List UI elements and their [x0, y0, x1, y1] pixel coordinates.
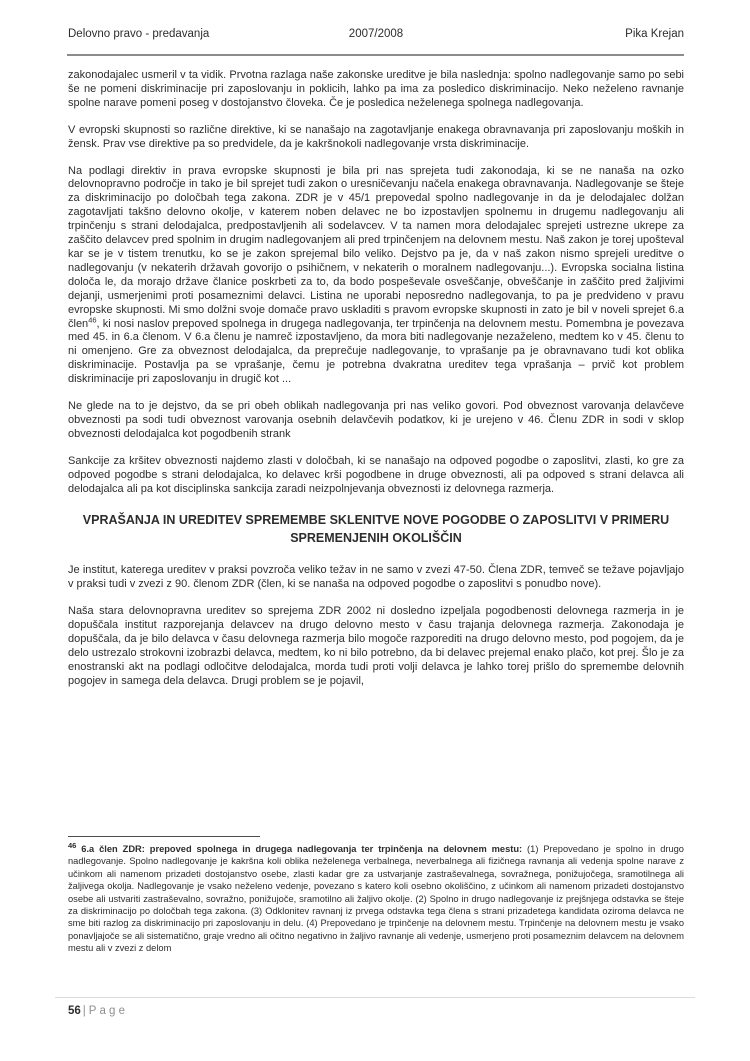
header-author: Pika Krejan — [625, 28, 684, 40]
page-header — [68, 28, 684, 40]
paragraph: Je institut, katerega ureditev v praksi povzroča veliko težav in ne samo v zvezi 47-50. Člena ZDR, temveč se težave pojavljajo v praksi tudi v zvezi z 90. členom ZDR (člen, ki se nanaša na odpoved pogodbe o zaposlitvi s ponudbo nove). — [68, 564, 684, 591]
header-course-title: Delovno pravo - predavanja — [68, 28, 210, 40]
footer-separator: | — [82, 1005, 86, 1017]
page-label: P a g e — [88, 1005, 126, 1017]
footnote-marker: 46 — [68, 840, 77, 850]
page-number: 56 — [68, 1005, 81, 1017]
footnote-reference: 46 — [88, 314, 97, 324]
paragraph: Ne glede na to je dejstvo, da se pri obeh oblikah nadlegovanja pri nas veliko govori. Pod obveznost varovanja delavčeve obveznosti pa sodi tudi obveznost varovanja osebnih delavčevih podatkov, ki je urejeno v 46. Členu ZDR in sodi v sklop obveznosti delodajalca kot pogodbenih strank — [68, 400, 684, 440]
footer-divider — [55, 997, 695, 998]
paragraph: Naša stara delovnopravna ureditev so sprejema ZDR 2002 ni dosledno izpeljala pogodbenosti delovnega razmerja in je dopuščala institut razporejanja delavcev na drugo delovno mesto v času trajanja delovnega razmerja. Zakonodaja je dopuščala, da je bilo delavca v času delovnega razmerja bilo mogoče razporediti na drugo delovno mesto, pod pogojem, da je delo ustrezalo strokovni izobrazbi delavca, medtem, ko ni bilo potrebno, da bi delavec prejemal enako plačo, kot prej. Šlo je za enostranski akt na podlagi odločitve delodajalca, morda tudi proti volji delavca je lahko torej prišlo do spremembe delovnih pogojev in samega dela delavca. Drugi problem se je pojavil, — [68, 605, 684, 687]
header-divider — [67, 54, 684, 56]
section-heading: VPRAŠANJA IN UREDITEV SPREMEMBE SKLENITVE NOVE POGODBE O ZAPOSLITVI V PRIMERU SPREMENJENIH OKOLIŠČIN — [82, 513, 670, 546]
paragraph: Na podlagi direktiv in prava evropske skupnosti je bila pri nas sprejeta tudi zakonodaja, ki se ne nanaša na ozko delovnopravno področje in tako je bil sprejet tudi zakon o uresničevanju načela enakega obravnavanja. Nadlegovanje se šteje za diskriminacijo po določbah tega zakona. ZDR je v 45/1 prepovedal spolno nadlegovanje in da je delodajalec dolžan zagotavljati takšno delovno okolje, v katerem noben delavec ne bo izpostavljen spolnemu in drugemu nadlegovanju ali trpinčenju s strani delodajalca, predpostavljenih ali sodelavcev. V ta namen mora delodajalec sprejeti ustrezne ukrepe za zaščito delavcev pred spolnim in drugim nadlegovanjem ali pred trpinčenjem na delovnem mestu. Naš zakon je torej upošteval kar se je v tistem trenutku, ko se je zakon sprejemal bilo veliko. Dejstvo pa je, da v naš zakon nismo sprejeli ureditve o nadlegovanju (v nekaterih državah govorijo o psihičnem, v nekaterih o moralnem nadlegovanju...). Evropska socialna listina določa le, da morajo države članice poskrbeti za to, da bodo pospeševale osveščanje, obveščanje in zaščito pred žaljivimi dejanji, usmerjenimi proti posameznimi delavci. Listina ne uporabi neposredno nadlegovanja, to pa je predvideno v pravu evropske skupnosti. Mi smo dolžni svoje domače pravo uskladiti s pravom evropske skupnosti in zato je bil v noveli sprejet 6.a člen$^{46}$, ki nosi naslov prepoved spolnega in drugega nadlegovanja, ter trpinčenja na delovnem mestu. Pomembna je povezava med 45. in 6.a členom. V 6.a členu je namreč izpostavljeno, da mora biti nadlegovanje nezaželeno, medtem ko v 45. členu to ni omenjeno. Gre za obveznost delodajalca, da preprečuje nadlegovanje, to vprašanje pa je obravnavano tudi kot oblika diskriminacije. Postavlja pa se vprašanje, čemu je potrebna dvakratna ureditev tega vprašanja – prvič kot problem diskriminacije pri zaposlovanju in drugič kot ... — [68, 164, 684, 386]
paragraph: zakonodajalec usmeril v ta vidik. Prvotna razlaga naše zakonske ureditve je bila naslednja: spolno nadlegovanje samo po sebi še ne pomeni diskriminacije pri zaposlovanju in poklicih, lahko pa ima za posledico diskriminacijo. Neko neželeno ravnanje spolne narave pomeni poseg v dostojanstvo človeka. Če je posledica neželenega spolnega nadlegovanja. — [68, 69, 684, 109]
footnote-text: $^{46}$ 6.a člen ZDR: prepoved spolnega in drugega nadlegovanja ter trpinčenja na delovnem mestu: (1) Prepovedano je spolno in drugo nadlegovanje. Spolno nadlegovanje je kakršna koli oblika neželenega verbalnega, neverbalnega ali fizičnega ravnanja ali vedenja spolne narave z učinkom ali namenom prizadeti dostojanstvo osebe, zlasti kadar gre za ustvarjanje zastraševalnega, sovražnega, ponižujočega, sramotilnega ali žaljivega okolja. Nadlegovanje je vsako neželeno vedenje, povezano s katero koli osebno okoliščino, z učinkom ali namenom prizadeti dostojanstvo osebe ali ustvariti zastraševalno, sovražno, ponižujoče, sramotilno ali žaljivo okolje. (2) Spolno in drugo nadlegovanje iz prejšnjega odstavka se šteje za diskriminacijo po določbah tega zakona. (3) Odklonitev ravnanj iz prvega odstavka tega člena s strani prizadetega kandidata oziroma delavca ne sme biti razlog za diskriminacijo pri zaposlovanju in delu. (4) Prepovedano je trpinčenje na delovnem mestu. Trpinčenje na delovnem mestu je vsako ponavljajoče se ali sistematično, graje vredno ali očitno negativno in žaljivo ravnanje ali vedenje, usmerjeno proti posameznim delavcem na delovnem mestu ali v zvezi z delom — [68, 840, 684, 954]
page-footer — [68, 1005, 125, 1017]
footnote-section — [68, 836, 684, 955]
footnote-divider — [68, 836, 260, 837]
body-text — [68, 69, 684, 702]
header-academic-year: 2007/2008 — [348, 28, 404, 40]
paragraph: Sankcije za kršitev obveznosti najdemo zlasti v določbah, ki se nanašajo na odpoved pogodbe o zaposlitvi, zlasti, ko gre za odpoved pogodbe s strani delodajalca, ko delavec krši pogodbene in druge obveznosti, ali pa odpoved s strani delavca ali delodajalca ali pa kot disciplinska sankcija zaradi neizpolnjevanja obveznosti iz delovnega razmerja. — [68, 454, 684, 495]
paragraph: V evropski skupnosti so različne direktive, ki se nanašajo na zagotavljanje enakega obravnavanja pri zaposlovanju moških in žensk. Prav vse direktive pa so predvidele, da je kakršnokoli nadlegovanje vrsta diskriminacije. — [68, 123, 684, 150]
